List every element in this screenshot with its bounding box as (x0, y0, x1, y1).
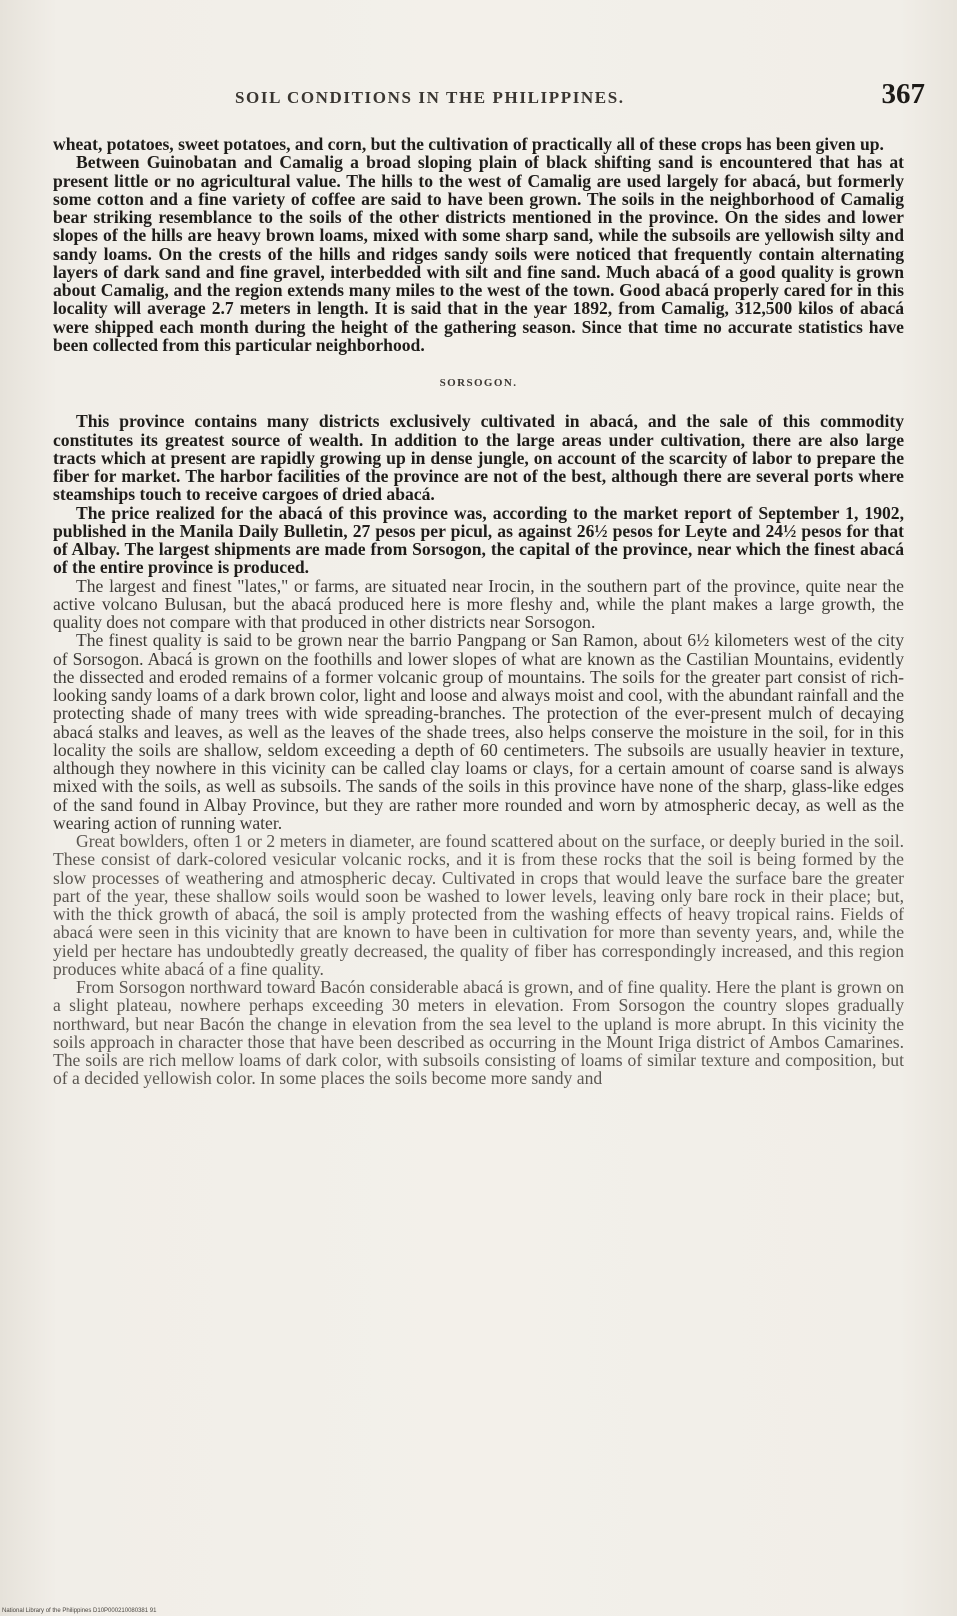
body-paragraph-2: Between Guinobatan and Camalig a broad sloping plain of black shifting sand is encountered that has at present little or no agricultural value. The hills to the west of Camalig are used largely for abacá, but formerly some cotton and a fine variety of coffee are said to have been grown. The soils in the neighborhood of Camalig bear striking resemblance to the soils of the other districts mentioned in the province. On the sides and lower slopes of the hills are heavy brown loams, mixed with some sharp sand, while the subsoils are yellowish silty and sandy loams. On the crests of the hills and ridges sandy soils were noticed that frequently contain alternating layers of dark sand and fine gravel, interbedded with silt and fine sand. Much abacá of a good quality is grown about Camalig, and the region extends many miles to the west of the town. Good abacá properly cared for in this locality will average 2.7 meters in length. It is said that in the year 1892, from Camalig, 312,500 kilos of abacá were shipped each month during the height of the gathering season. Since that time no accurate statistics have been collected from this particular neighborhood. (53, 152, 904, 355)
section-heading-sorsogon: SORSOGON. (439, 377, 518, 389)
scan-footer: National Library of the Philippines D10P000210080381 91 (2, 1608, 157, 1614)
sorsogon-paragraph-2: The price realized for the abacá of this province was, according to the market report of September 1, 1902, published in the Manila Daily Bulletin, 27 pesos per picul, as against 26½ pesos for Leyte and 24½ pesos for that of Albay. The largest shipments are made from Sorsogon, the capital of the province, near which the finest abacá of the entire province is produced. (53, 502, 904, 578)
sorsogon-paragraph-3: The largest and finest "lates," or farms, are situated near Irocin, in the southern part of the province, quite near the active volcano Bulusan, but the abacá produced here is more fleshy and, while the plant makes a large growth, the quality does not compare with that produced in other districts near Sorsogon. (53, 575, 904, 632)
page-number: 367 (881, 78, 925, 110)
body-paragraph-1: wheat, potatoes, sweet potatoes, and corn, but the cultivation of practically all of these crops has been given up. (53, 134, 884, 154)
running-title: SOIL CONDITIONS IN THE PHILIPPINES. (235, 88, 625, 107)
sorsogon-paragraph-5: Great bowlders, often 1 or 2 meters in diameter, are found scattered about on the surface, or deeply buried in the soil. These consist of dark-colored vesicular volcanic rocks, and it is from these rocks that the soil is being formed by the slow processes of weathering and atmospheric decay. Cultivated in crops that would leave the surface bare the greater part of the year, these shallow soils would soon be washed to lower levels, leaving only bare rock in their place; but, with the thick growth of abacá, the soil is amply protected from the washing effects of heavy tropical rains. Fields of abacá were seen in this vicinity that are known to have been in cultivation for more than seventy years, and, while the yield per hectare has undoubtedly greatly decreased, the quality of fiber has correspondingly increased, and this region produces white abacá of a fine quality. (53, 831, 904, 979)
page-body (53, 135, 904, 1088)
sorsogon-paragraph-6: From Sorsogon northward toward Bacón considerable abacá is grown, and of fine quality. Here the plant is grown on a slight plateau, nowhere perhaps exceeding 30 meters in elevation. From Sorsogon the country slopes gradually northward, but near Bacón the change in elevation from the sea level to the upland is more abrupt. In this vicinity the soils approach in character those that have been described as occurring in the Mount Iriga district of Ambos Camarines. The soils are rich mellow loams of dark color, with subsoils consisting of loams of similar texture and composition, but of a decided yellowish color. In some places the soils become more sandy and (53, 977, 904, 1089)
page-header (30, 78, 925, 122)
sorsogon-paragraph-4: The finest quality is said to be grown near the barrio Pangpang or San Ramon, about 6½ kilometers west of the city of Sorsogon. Abacá is grown on the foothills and lower slopes of what are known as the Castilian Mountains, evidently the dissected and eroded remains of a former volcanic group of mountains. The soils for the greater part consist of rich-looking sandy loams of a dark brown color, light and loose and always moist and cool, with the abundant rainfall and the protecting shade of many trees with wide spreading-branches. The protection of the ever-present mulch of decaying abacá stalks and leaves, as well as the leaves of the shade trees, also helps conserve the moisture in the soil, for in this locality the soils are shallow, seldom exceeding a depth of 60 centimeters. The subsoils are usually heavier in texture, although they nowhere in this vicinity can be called clay loams or clays, for a certain amount of coarse sand is always mixed with the soils, as well as subsoils. The sands of the soils in this province have none of the sharp, glass-like edges of the sand found in Albay Province, but they are rather more rounded and worn by atmospheric decay, as well as the wearing action of running water. (53, 630, 904, 833)
sorsogon-paragraph-1: This province contains many districts exclusively cultivated in abacá, and the sale of this commodity constitutes its greatest source of wealth. In addition to the large areas under cultivation, there are also large tracts which at present are rapidly growing up in dense jungle, on account of the scarcity of labor to prepare the fiber for market. The harbor facilities of the province are not of the best, although there are several ports where steamships touch to receive cargoes of dried abacá. (53, 411, 904, 505)
